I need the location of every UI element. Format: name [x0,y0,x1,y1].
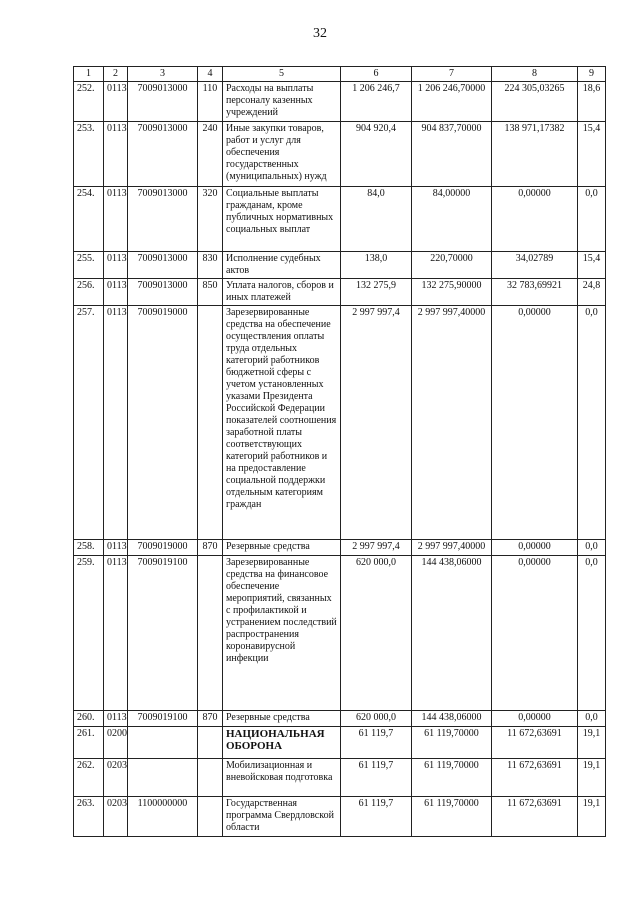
page-number: 32 [313,26,327,41]
refined-amount: 84,00000 [412,187,492,252]
executed-amount: 11 672,63691 [492,727,578,759]
row-number: 260. [74,711,104,727]
approved-amount: 132 275,9 [341,279,412,306]
execution-percent: 24,8 [578,279,606,306]
row-number: 262. [74,759,104,797]
execution-percent: 19,1 [578,727,606,759]
target-code: 7009013000 [128,122,198,187]
row-number: 257. [74,306,104,540]
execution-percent: 0,0 [578,711,606,727]
section-code: 0113 [104,556,128,711]
approved-amount: 620 000,0 [341,711,412,727]
executed-amount: 11 672,63691 [492,797,578,837]
section-code: 0113 [104,540,128,556]
refined-amount: 61 119,70000 [412,727,492,759]
expense-type-code [198,727,223,759]
table-row [74,252,606,279]
expense-type-code: 870 [198,540,223,556]
target-code: 7009013000 [128,187,198,252]
execution-percent: 19,1 [578,797,606,837]
section-code: 0113 [104,711,128,727]
column-header: 5 [223,67,341,82]
execution-percent: 15,4 [578,252,606,279]
section-code: 0113 [104,306,128,540]
column-header: 6 [341,67,412,82]
target-code: 1100000000 [128,797,198,837]
refined-amount: 2 997 997,40000 [412,540,492,556]
target-code: 7009013000 [128,252,198,279]
expense-type-code: 110 [198,82,223,122]
table-row [74,711,606,727]
refined-amount: 1 206 246,70000 [412,82,492,122]
table-row [74,279,606,306]
row-number: 256. [74,279,104,306]
column-header: 7 [412,67,492,82]
section-code: 0113 [104,187,128,252]
section-code: 0113 [104,252,128,279]
expense-type-code: 830 [198,252,223,279]
execution-percent: 0,0 [578,556,606,711]
item-name: Иные закупки товаров, работ и услуг для обеспечения государственных (муниципальных) нужд [223,122,341,187]
refined-amount: 144 438,06000 [412,556,492,711]
refined-amount: 904 837,70000 [412,122,492,187]
section-code: 0200 [104,727,128,759]
executed-amount: 0,00000 [492,556,578,711]
approved-amount: 2 997 997,4 [341,306,412,540]
table-row [74,556,606,711]
expense-type-code: 850 [198,279,223,306]
column-header: 3 [128,67,198,82]
section-code: 0113 [104,122,128,187]
expense-type-code [198,556,223,711]
table-row [74,727,606,759]
approved-amount: 1 206 246,7 [341,82,412,122]
approved-amount: 620 000,0 [341,556,412,711]
table-row [74,797,606,837]
approved-amount: 61 119,7 [341,797,412,837]
target-code [128,759,198,797]
target-code [128,727,198,759]
target-code: 7009013000 [128,279,198,306]
refined-amount: 132 275,90000 [412,279,492,306]
column-header: 2 [104,67,128,82]
approved-amount: 904 920,4 [341,122,412,187]
row-number: 263. [74,797,104,837]
row-number: 259. [74,556,104,711]
target-code: 7009013000 [128,82,198,122]
executed-amount: 0,00000 [492,540,578,556]
executed-amount: 0,00000 [492,711,578,727]
row-number: 253. [74,122,104,187]
refined-amount: 144 438,06000 [412,711,492,727]
executed-amount: 32 783,69921 [492,279,578,306]
executed-amount: 0,00000 [492,187,578,252]
column-header: 4 [198,67,223,82]
refined-amount: 220,70000 [412,252,492,279]
table-row [74,82,606,122]
item-name: Резервные средства [223,711,341,727]
expense-type-code [198,306,223,540]
target-code: 7009019000 [128,540,198,556]
approved-amount: 84,0 [341,187,412,252]
execution-percent: 0,0 [578,306,606,540]
item-name: Исполнение судебных актов [223,252,341,279]
executed-amount: 224 305,03265 [492,82,578,122]
item-name: Уплата налогов, сборов и иных платежей [223,279,341,306]
executed-amount: 0,00000 [492,306,578,540]
execution-percent: 0,0 [578,540,606,556]
row-number: 255. [74,252,104,279]
table-row [74,122,606,187]
expense-type-code: 320 [198,187,223,252]
execution-percent: 0,0 [578,187,606,252]
executed-amount: 34,02789 [492,252,578,279]
item-name: Расходы на выплаты персоналу казенных учреждений [223,82,341,122]
approved-amount: 138,0 [341,252,412,279]
refined-amount: 61 119,70000 [412,759,492,797]
section-code: 0203 [104,797,128,837]
budget-table [73,66,606,837]
section-code: 0113 [104,82,128,122]
approved-amount: 61 119,7 [341,727,412,759]
item-name: Мобилизационная и вневойсковая подготовка [223,759,341,797]
item-name: Зарезервированные средства на обеспечение осуществления оплаты труда отдельных категорий работников бюджетной сферы с учетом установленных указами Президента Российской Федерации показателей соотношения заработной платы соответствующих категорий работников и на предоставление социальной поддержки отдельным категориям граждан [223,306,341,540]
section-code: 0113 [104,279,128,306]
row-number: 252. [74,82,104,122]
execution-percent: 15,4 [578,122,606,187]
table-row [74,540,606,556]
item-name: Государственная программа Свердловской области [223,797,341,837]
table-row [74,187,606,252]
execution-percent: 19,1 [578,759,606,797]
executed-amount: 138 971,17382 [492,122,578,187]
approved-amount: 61 119,7 [341,759,412,797]
column-header: 9 [578,67,606,82]
item-name: Зарезервированные средства на финансовое обеспечение мероприятий, связанных с профилактикой и устранением последствий распространения коронавирусной инфекции [223,556,341,711]
item-name: Резервные средства [223,540,341,556]
approved-amount: 2 997 997,4 [341,540,412,556]
table-row [74,306,606,540]
row-number: 254. [74,187,104,252]
target-code: 7009019100 [128,556,198,711]
item-name: НАЦИОНАЛЬНАЯ ОБОРОНА [223,727,341,759]
refined-amount: 61 119,70000 [412,797,492,837]
row-number: 258. [74,540,104,556]
expense-type-code: 240 [198,122,223,187]
executed-amount: 11 672,63691 [492,759,578,797]
item-name: Социальные выплаты гражданам, кроме публичных нормативных социальных выплат [223,187,341,252]
column-number-row [74,67,606,82]
column-header: 8 [492,67,578,82]
section-code: 0203 [104,759,128,797]
expense-type-code [198,759,223,797]
column-header: 1 [74,67,104,82]
row-number: 261. [74,727,104,759]
table-row [74,759,606,797]
refined-amount: 2 997 997,40000 [412,306,492,540]
expense-type-code [198,797,223,837]
expense-type-code: 870 [198,711,223,727]
execution-percent: 18,6 [578,82,606,122]
target-code: 7009019000 [128,306,198,540]
target-code: 7009019100 [128,711,198,727]
